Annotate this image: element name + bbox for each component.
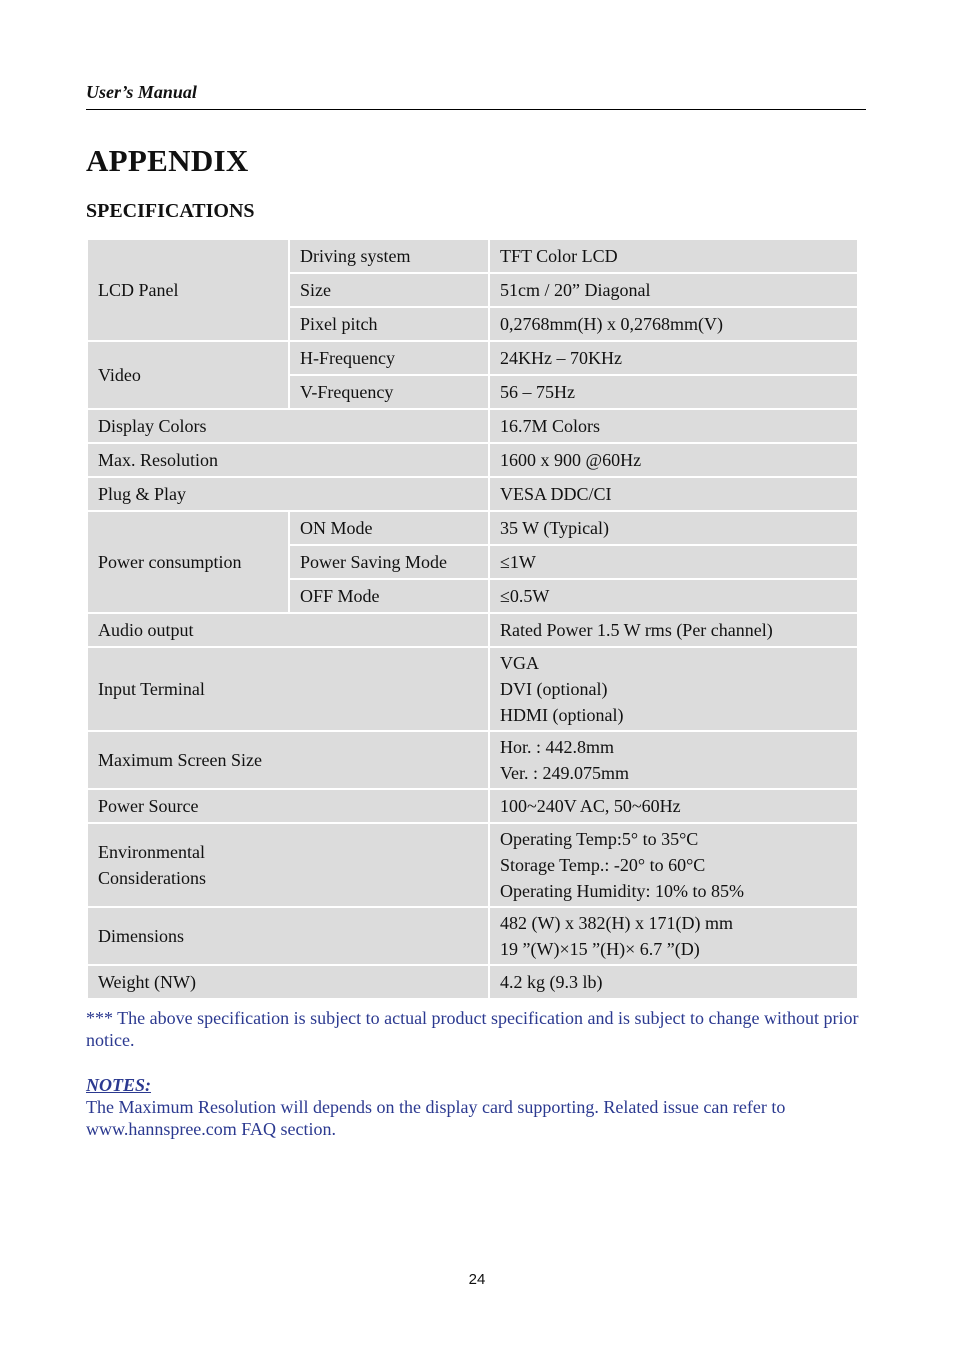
notes-label: NOTES: — [86, 1075, 152, 1095]
spec-value: 24KHz – 70KHz — [490, 342, 857, 374]
spec-label: Maximum Screen Size — [88, 732, 488, 788]
spec-label: Input Terminal — [88, 648, 488, 730]
table-row — [88, 478, 857, 510]
spec-label: Video — [88, 342, 288, 408]
table-row — [88, 966, 857, 998]
spec-sublabel: V-Frequency — [290, 376, 488, 408]
spec-value: ≤0.5W — [490, 580, 857, 612]
spec-table — [86, 238, 859, 1000]
spec-value-line: Operating Temp:5° to 35°C — [500, 829, 699, 849]
spec-value-line: 482 (W) x 382(H) x 171(D) mm — [500, 913, 733, 933]
spec-label — [88, 824, 488, 906]
spec-sublabel: Driving system — [290, 240, 488, 272]
spec-label: Power Source — [88, 790, 488, 822]
spec-label-line: Environmental — [98, 842, 205, 862]
table-row — [88, 342, 857, 374]
spec-value: VESA DDC/CI — [490, 478, 857, 510]
spec-value — [490, 648, 857, 730]
section-title: SPECIFICATIONS — [86, 200, 255, 222]
table-row — [88, 614, 857, 646]
table-row — [88, 512, 857, 544]
table-row — [88, 240, 857, 272]
spec-value: ≤1W — [490, 546, 857, 578]
spec-label: Max. Resolution — [88, 444, 488, 476]
spec-label: Display Colors — [88, 410, 488, 442]
table-row — [88, 908, 857, 964]
spec-label: LCD Panel — [88, 240, 288, 340]
spec-value-line: Ver. : 249.075mm — [500, 763, 629, 783]
spec-sublabel: Power Saving Mode — [290, 546, 488, 578]
spec-value: 1600 x 900 @60Hz — [490, 444, 857, 476]
spec-value: 51cm / 20” Diagonal — [490, 274, 857, 306]
table-row — [88, 790, 857, 822]
spec-value: 35 W (Typical) — [490, 512, 857, 544]
table-row — [88, 648, 857, 730]
spec-value: 4.2 kg (9.3 lb) — [490, 966, 857, 998]
spec-value-line: Storage Temp.: -20° to 60°C — [500, 855, 706, 875]
page-title: APPENDIX — [86, 143, 249, 178]
spec-value-line: Operating Humidity: 10% to 85% — [500, 881, 744, 901]
spec-label-line: Considerations — [98, 868, 206, 888]
spec-value-line: Hor. : 442.8mm — [500, 737, 615, 757]
spec-value-line: VGA — [500, 653, 539, 673]
spec-sublabel: ON Mode — [290, 512, 488, 544]
header-text: User’s Manual — [86, 82, 197, 102]
spec-sublabel: Pixel pitch — [290, 308, 488, 340]
spec-value: 100~240V AC, 50~60Hz — [490, 790, 857, 822]
spec-sublabel: OFF Mode — [290, 580, 488, 612]
spec-value-line: 19 ”(W)×15 ”(H)× 6.7 ”(D) — [500, 939, 700, 959]
spec-value: 56 – 75Hz — [490, 376, 857, 408]
spec-value: TFT Color LCD — [490, 240, 857, 272]
spec-value-line: HDMI (optional) — [500, 705, 624, 725]
spec-sublabel: H-Frequency — [290, 342, 488, 374]
spec-value — [490, 732, 857, 788]
table-row — [88, 732, 857, 788]
table-row — [88, 444, 857, 476]
spec-label: Weight (NW) — [88, 966, 488, 998]
notes-text: The Maximum Resolution will depends on the display card supporting. Related issue can refer to www.hannspree.com FAQ section. — [86, 1097, 786, 1139]
footnote: *** The above specification is subject to actual product specification and is subject to change without prior notice. — [86, 1008, 859, 1050]
spec-value: Rated Power 1.5 W rms (Per channel) — [490, 614, 857, 646]
spec-value: 0,2768mm(H) x 0,2768mm(V) — [490, 308, 857, 340]
spec-label: Dimensions — [88, 908, 488, 964]
table-row — [88, 824, 857, 906]
spec-value — [490, 824, 857, 906]
spec-label: Power consumption — [88, 512, 288, 612]
table-row — [88, 410, 857, 442]
spec-value-line: DVI (optional) — [500, 679, 608, 699]
spec-value: 16.7M Colors — [490, 410, 857, 442]
page-number: 24 — [468, 1271, 486, 1288]
page-header — [86, 81, 866, 110]
spec-label: Audio output — [88, 614, 488, 646]
spec-label: Plug & Play — [88, 478, 488, 510]
spec-sublabel: Size — [290, 274, 488, 306]
spec-value — [490, 908, 857, 964]
